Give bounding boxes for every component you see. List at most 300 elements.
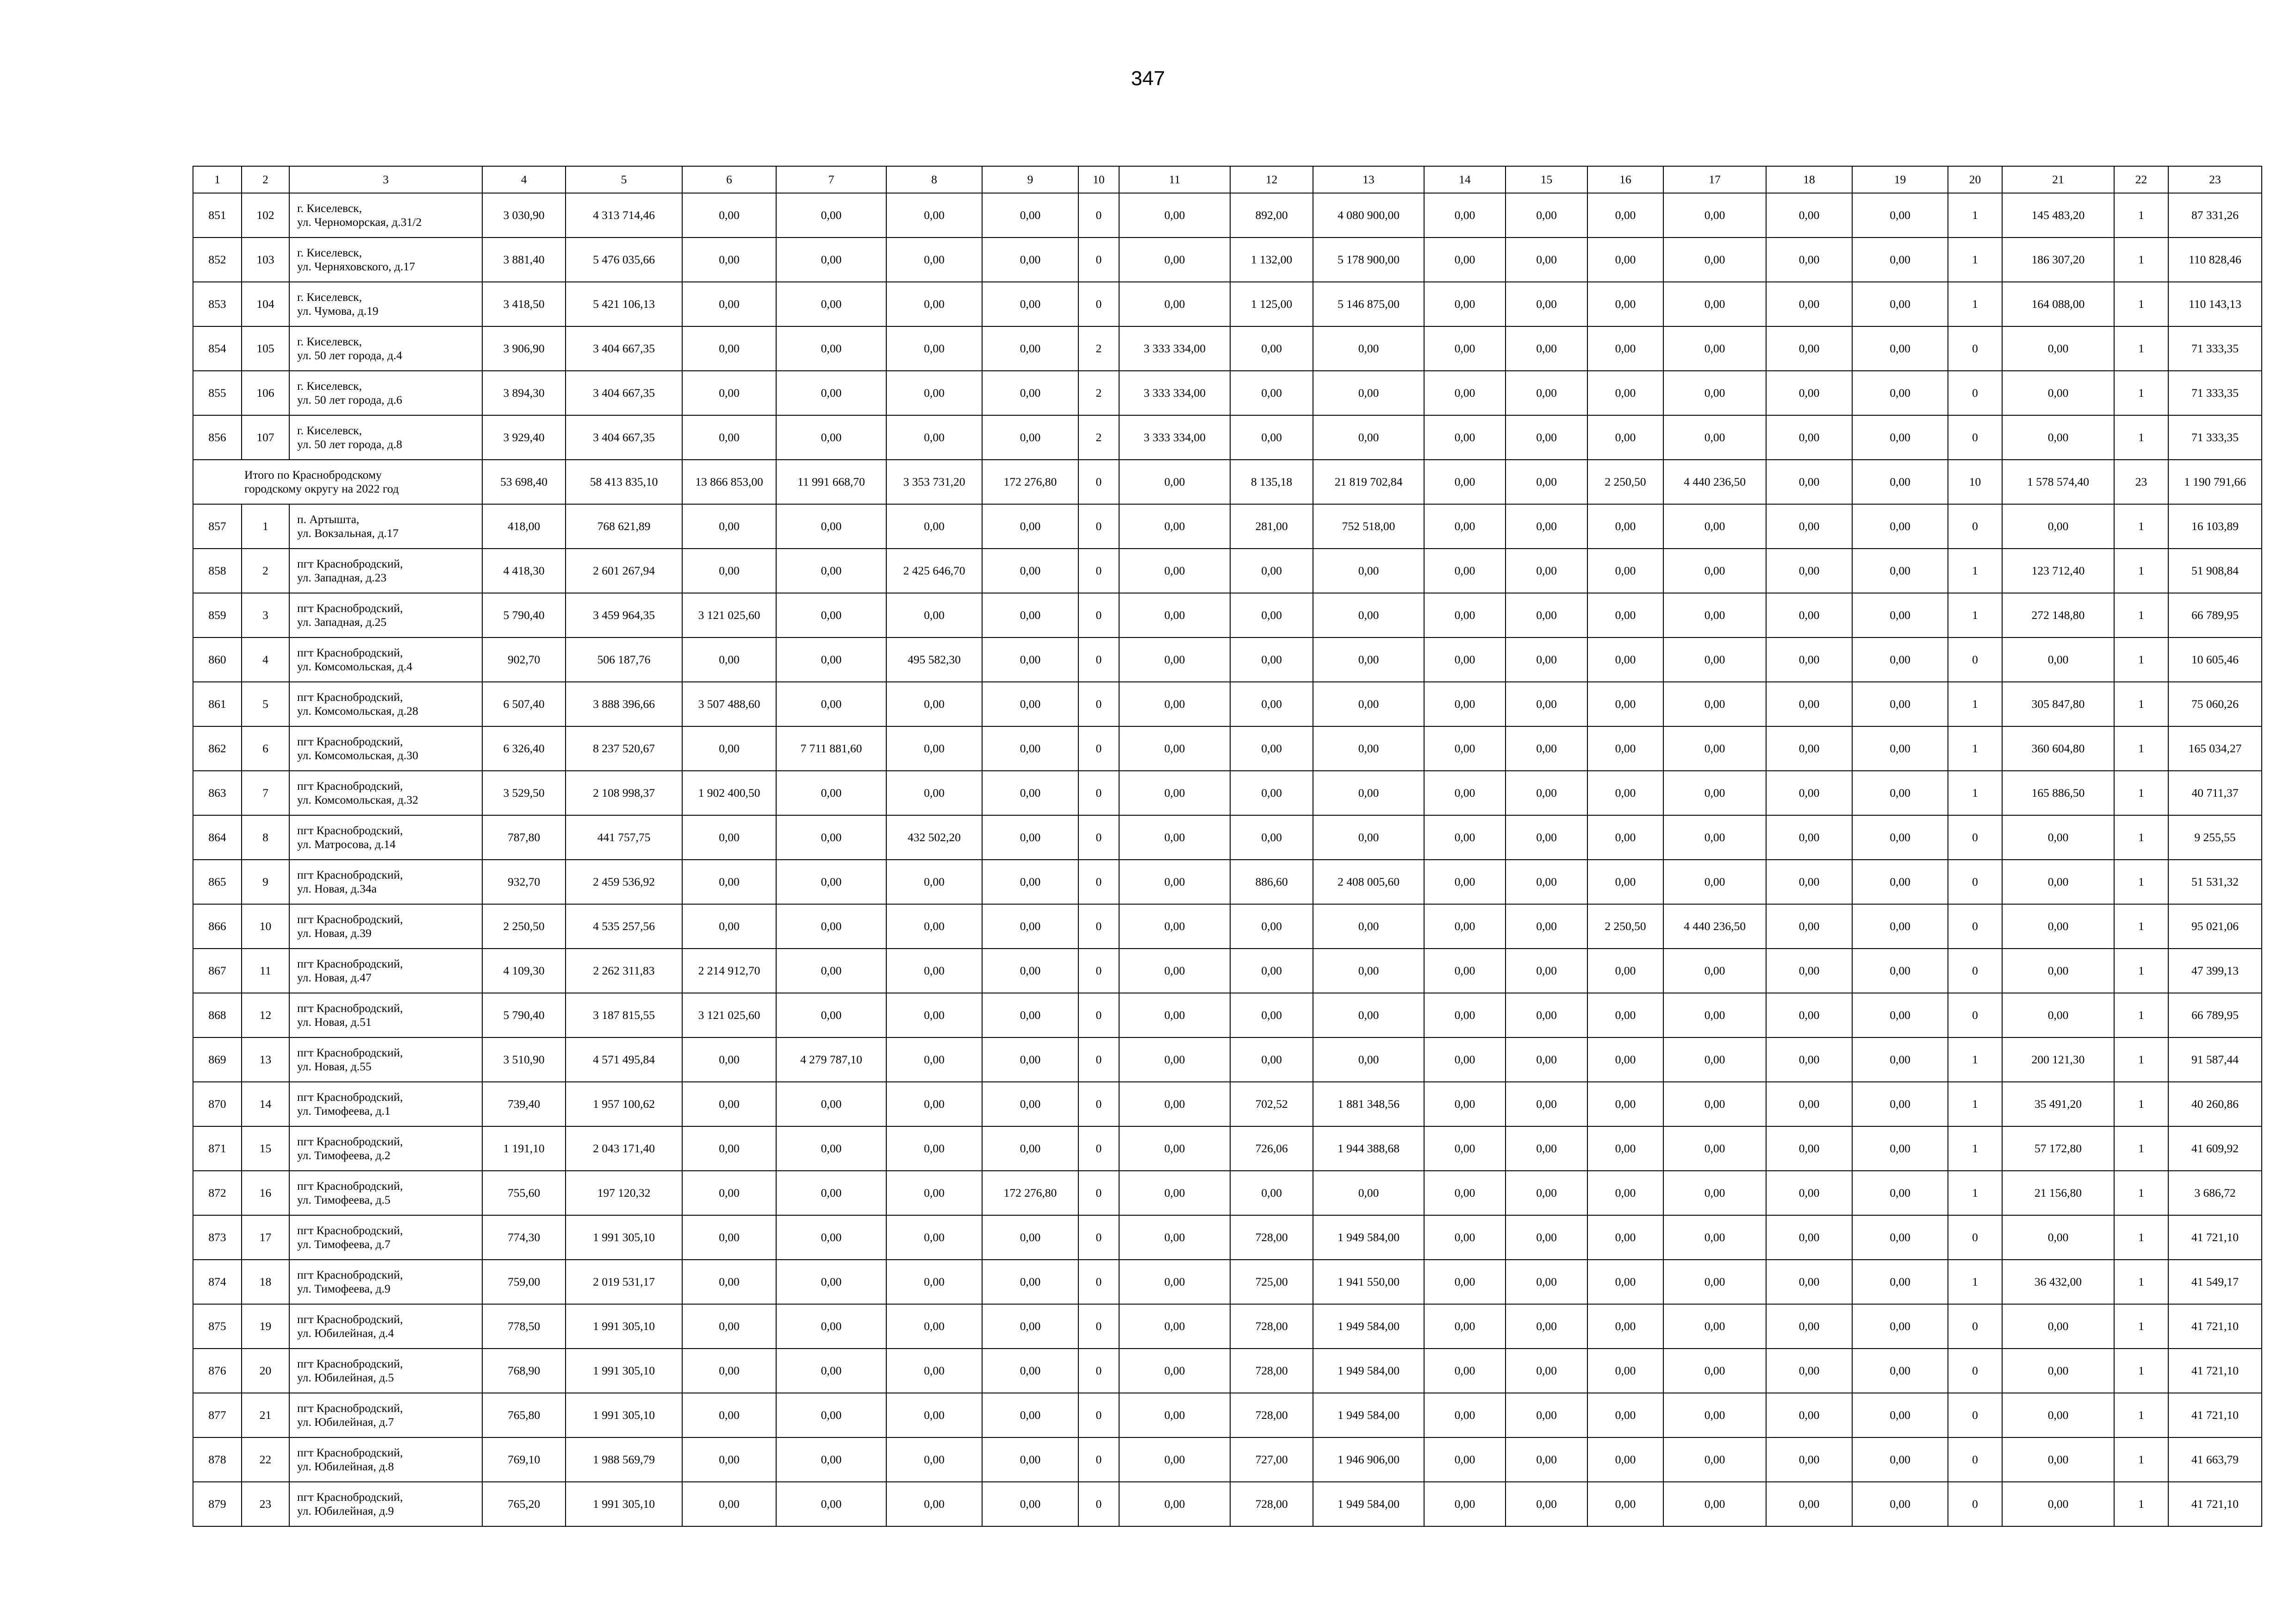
value-cell: 0,00: [1663, 593, 1766, 637]
value-cell: 6 507,40: [482, 682, 566, 726]
address-cell: [289, 371, 482, 415]
value-cell: 0,00: [1663, 1215, 1766, 1260]
value-cell: 200 121,30: [2002, 1037, 2114, 1082]
value-cell: 0,00: [982, 1304, 1078, 1349]
value-cell: 0,00: [886, 1171, 982, 1215]
value-cell: 0,00: [1313, 682, 1424, 726]
value-cell: 0,00: [2002, 1304, 2114, 1349]
value-cell: 0,00: [1119, 904, 1230, 949]
value-cell: 66 789,95: [2168, 593, 2262, 637]
value-cell: 727,00: [1230, 1437, 1313, 1482]
value-cell: 165 034,27: [2168, 726, 2262, 771]
value-cell: 0,00: [682, 637, 776, 682]
value-cell: 0,00: [1766, 371, 1852, 415]
value-cell: 0,00: [2002, 415, 2114, 460]
row-subnumber: 1: [242, 504, 289, 549]
value-cell: 0,00: [1663, 1171, 1766, 1215]
address-cell: [289, 1037, 482, 1082]
value-cell: 2 250,50: [1587, 460, 1663, 504]
address-cell: [289, 504, 482, 549]
value-cell: 0,00: [1852, 771, 1948, 815]
value-cell: 0,00: [1663, 193, 1766, 237]
value-cell: 0,00: [982, 193, 1078, 237]
value-cell: 0,00: [682, 326, 776, 371]
value-cell: 0,00: [682, 415, 776, 460]
value-cell: 0,00: [776, 1215, 886, 1260]
value-cell: 0,00: [1506, 1304, 1587, 1349]
address-line: ул. Комсомольская, д.30: [297, 749, 418, 762]
value-cell: 0,00: [1506, 282, 1587, 326]
value-cell: 9 255,55: [2168, 815, 2262, 860]
value-cell: 3 404 667,35: [566, 415, 682, 460]
value-cell: 1: [2114, 1393, 2168, 1437]
value-cell: 0,00: [1766, 504, 1852, 549]
value-cell: 0,00: [886, 504, 982, 549]
row-number: 873: [193, 1215, 242, 1260]
value-cell: 1: [1948, 282, 2002, 326]
value-cell: 1: [2114, 1304, 2168, 1349]
row-subnumber: 2: [242, 549, 289, 593]
row-subnumber: 19: [242, 1304, 289, 1349]
row-subnumber: 18: [242, 1260, 289, 1304]
value-cell: 728,00: [1230, 1393, 1313, 1437]
value-cell: 0: [1078, 771, 1119, 815]
value-cell: 172 276,80: [982, 460, 1078, 504]
value-cell: 2 043 171,40: [566, 1126, 682, 1171]
value-cell: 0,00: [886, 1126, 982, 1171]
value-cell: 1 578 574,40: [2002, 460, 2114, 504]
value-cell: 1: [2114, 1260, 2168, 1304]
value-cell: 0,00: [776, 504, 886, 549]
value-cell: 0,00: [1313, 326, 1424, 371]
value-cell: 0,00: [1506, 860, 1587, 904]
value-cell: 0,00: [1424, 593, 1506, 637]
value-cell: 0: [1078, 1304, 1119, 1349]
value-cell: 0,00: [1119, 726, 1230, 771]
value-cell: 0,00: [1506, 237, 1587, 282]
value-cell: 0,00: [682, 860, 776, 904]
value-cell: 0,00: [1313, 415, 1424, 460]
value-cell: 0: [1078, 1437, 1119, 1482]
row-number: 854: [193, 326, 242, 371]
address-line: ул. Юбилейная, д.7: [297, 1415, 394, 1429]
address-line: ул. Тимофеева, д.2: [297, 1149, 391, 1162]
value-cell: 0,00: [886, 193, 982, 237]
value-cell: 0: [1948, 1437, 2002, 1482]
value-cell: 0: [1948, 1215, 2002, 1260]
value-cell: 1: [1948, 726, 2002, 771]
value-cell: 7 711 881,60: [776, 726, 886, 771]
address-cell: [289, 326, 482, 371]
address-line: ул. Юбилейная, д.9: [297, 1504, 394, 1518]
value-cell: 41 721,10: [2168, 1304, 2262, 1349]
value-cell: 0,00: [1424, 1260, 1506, 1304]
value-cell: 0,00: [1506, 1437, 1587, 1482]
value-cell: 0,00: [1587, 1393, 1663, 1437]
value-cell: 886,60: [1230, 860, 1313, 904]
value-cell: 110 828,46: [2168, 237, 2262, 282]
value-cell: 1 946 906,00: [1313, 1437, 1424, 1482]
value-cell: 0,00: [1663, 371, 1766, 415]
value-cell: 0,00: [1587, 371, 1663, 415]
value-cell: 0,00: [1852, 993, 1948, 1037]
value-cell: 0: [1948, 949, 2002, 993]
value-cell: 0,00: [2002, 904, 2114, 949]
value-cell: 0,00: [1424, 1082, 1506, 1126]
table-row: [193, 949, 2262, 993]
address-cell: [289, 593, 482, 637]
row-subnumber: 8: [242, 815, 289, 860]
value-cell: 0,00: [1424, 726, 1506, 771]
value-cell: 0,00: [1663, 1260, 1766, 1304]
row-subnumber: 15: [242, 1126, 289, 1171]
value-cell: 0,00: [1119, 1215, 1230, 1260]
value-cell: 0,00: [1852, 193, 1948, 237]
value-cell: 0,00: [776, 1482, 886, 1526]
value-cell: 21 156,80: [2002, 1171, 2114, 1215]
value-cell: 0,00: [1506, 771, 1587, 815]
value-cell: 728,00: [1230, 1304, 1313, 1349]
value-cell: 5 421 106,13: [566, 282, 682, 326]
value-cell: 0,00: [1663, 1349, 1766, 1393]
value-cell: 40 711,37: [2168, 771, 2262, 815]
address-line: пгт Краснобродский,: [297, 912, 403, 926]
value-cell: 0,00: [1852, 860, 1948, 904]
value-cell: 1: [2114, 504, 2168, 549]
value-cell: 0,00: [1852, 593, 1948, 637]
address-line: пгт Краснобродский,: [297, 1268, 403, 1281]
address-cell: [289, 1482, 482, 1526]
value-cell: 1 902 400,50: [682, 771, 776, 815]
value-cell: 41 663,79: [2168, 1437, 2262, 1482]
value-cell: 165 886,50: [2002, 771, 2114, 815]
address-line: г. Киселевск,: [297, 245, 362, 259]
data-table: [193, 166, 2262, 1527]
value-cell: 0,00: [1119, 1260, 1230, 1304]
value-cell: 0,00: [2002, 1349, 2114, 1393]
value-cell: 4 440 236,50: [1663, 904, 1766, 949]
value-cell: 0,00: [886, 993, 982, 1037]
row-subnumber: 102: [242, 193, 289, 237]
value-cell: 0: [1078, 993, 1119, 1037]
row-subnumber: 14: [242, 1082, 289, 1126]
value-cell: 0,00: [776, 371, 886, 415]
address-line: пгт Краснобродский,: [297, 1045, 403, 1059]
value-cell: 0,00: [1663, 1304, 1766, 1349]
value-cell: 0,00: [1766, 682, 1852, 726]
column-header: 21: [2002, 166, 2114, 193]
address-line: ул. Тимофеева, д.1: [297, 1104, 391, 1118]
value-cell: 0,00: [1230, 993, 1313, 1037]
value-cell: 0,00: [886, 1304, 982, 1349]
row-number: 860: [193, 637, 242, 682]
value-cell: 40 260,86: [2168, 1082, 2262, 1126]
value-cell: 3 418,50: [482, 282, 566, 326]
value-cell: 0,00: [1424, 282, 1506, 326]
value-cell: 0,00: [1852, 1349, 1948, 1393]
value-cell: 0,00: [682, 1171, 776, 1215]
value-cell: 1: [1948, 237, 2002, 282]
value-cell: 0,00: [776, 860, 886, 904]
value-cell: 0,00: [1766, 1437, 1852, 1482]
value-cell: 0,00: [1119, 860, 1230, 904]
value-cell: 0,00: [1663, 282, 1766, 326]
value-cell: 0,00: [1119, 1393, 1230, 1437]
value-cell: 0,00: [682, 1349, 776, 1393]
value-cell: 0,00: [1313, 993, 1424, 1037]
column-header: 14: [1424, 166, 1506, 193]
value-cell: 0,00: [1119, 1126, 1230, 1171]
value-cell: 0,00: [1852, 1171, 1948, 1215]
value-cell: 765,20: [482, 1482, 566, 1526]
value-cell: 0,00: [1766, 1482, 1852, 1526]
value-cell: 0,00: [886, 282, 982, 326]
value-cell: 41 721,10: [2168, 1393, 2262, 1437]
value-cell: 3 333 334,00: [1119, 415, 1230, 460]
column-header: 13: [1313, 166, 1424, 193]
address-line: ул. Новая, д.34а: [297, 882, 377, 895]
value-cell: 0: [1078, 637, 1119, 682]
value-cell: 0,00: [982, 1437, 1078, 1482]
value-cell: 0,00: [982, 326, 1078, 371]
value-cell: 0: [1948, 326, 2002, 371]
value-cell: 0,00: [1852, 1126, 1948, 1171]
address-cell: [289, 549, 482, 593]
value-cell: 768 621,89: [566, 504, 682, 549]
value-cell: 932,70: [482, 860, 566, 904]
value-cell: 0,00: [1766, 326, 1852, 371]
value-cell: 1 991 305,10: [566, 1482, 682, 1526]
value-cell: 71 333,35: [2168, 415, 2262, 460]
value-cell: 0,00: [886, 1393, 982, 1437]
value-cell: 172 276,80: [982, 1171, 1078, 1215]
value-cell: 0: [1078, 1082, 1119, 1126]
value-cell: 10 605,46: [2168, 637, 2262, 682]
address-line: ул. Новая, д.39: [297, 926, 372, 940]
value-cell: 0,00: [776, 549, 886, 593]
value-cell: 0,00: [682, 1260, 776, 1304]
value-cell: 3 404 667,35: [566, 326, 682, 371]
value-cell: 2 250,50: [482, 904, 566, 949]
value-cell: 0,00: [1119, 1437, 1230, 1482]
value-cell: 0,00: [1587, 771, 1663, 815]
value-cell: 1 949 584,00: [1313, 1215, 1424, 1260]
value-cell: 164 088,00: [2002, 282, 2114, 326]
row-number: 853: [193, 282, 242, 326]
address-cell: [289, 1349, 482, 1393]
value-cell: 0,00: [1313, 904, 1424, 949]
value-cell: 58 413 835,10: [566, 460, 682, 504]
value-cell: 0,00: [1424, 1037, 1506, 1082]
value-cell: 0,00: [1424, 1215, 1506, 1260]
value-cell: 0,00: [1852, 1482, 1948, 1526]
value-cell: 0,00: [1230, 682, 1313, 726]
value-cell: 91 587,44: [2168, 1037, 2262, 1082]
value-cell: 0: [1078, 460, 1119, 504]
value-cell: 0,00: [1587, 504, 1663, 549]
value-cell: 0,00: [1119, 193, 1230, 237]
address-line: ул. Юбилейная, д.4: [297, 1326, 394, 1340]
row-number: 867: [193, 949, 242, 993]
value-cell: 5 146 875,00: [1313, 282, 1424, 326]
value-cell: 0,00: [1852, 815, 1948, 860]
value-cell: 902,70: [482, 637, 566, 682]
value-cell: 1: [2114, 1215, 2168, 1260]
value-cell: 0,00: [776, 1349, 886, 1393]
page-number: 347: [1131, 67, 1165, 90]
value-cell: 36 432,00: [2002, 1260, 2114, 1304]
value-cell: 0,00: [886, 1437, 982, 1482]
value-cell: 0,00: [1587, 326, 1663, 371]
value-cell: 0,00: [2002, 504, 2114, 549]
row-number: 857: [193, 504, 242, 549]
value-cell: 0,00: [1587, 1037, 1663, 1082]
value-cell: 0,00: [1230, 415, 1313, 460]
value-cell: 0,00: [1663, 993, 1766, 1037]
value-cell: 16 103,89: [2168, 504, 2262, 549]
value-cell: 726,06: [1230, 1126, 1313, 1171]
address-line: г. Киселевск,: [297, 379, 362, 393]
value-cell: 0,00: [1663, 771, 1766, 815]
value-cell: 0,00: [1506, 949, 1587, 993]
value-cell: 1: [2114, 1482, 2168, 1526]
address-line: ул. Черноморская, д.31/2: [297, 215, 422, 229]
value-cell: 0,00: [1852, 949, 1948, 993]
row-number: 866: [193, 904, 242, 949]
value-cell: 0,00: [1852, 682, 1948, 726]
value-cell: 1 190 791,66: [2168, 460, 2262, 504]
column-header: 4: [482, 166, 566, 193]
address-line: пгт Краснобродский,: [297, 868, 403, 881]
value-cell: 0,00: [982, 237, 1078, 282]
value-cell: 2 262 311,83: [566, 949, 682, 993]
address-line: ул. Новая, д.55: [297, 1060, 372, 1073]
value-cell: 0,00: [1587, 1482, 1663, 1526]
value-cell: 0,00: [682, 1126, 776, 1171]
column-header: 10: [1078, 166, 1119, 193]
value-cell: 0,00: [1119, 771, 1230, 815]
value-cell: 197 120,32: [566, 1171, 682, 1215]
value-cell: 0,00: [1766, 1304, 1852, 1349]
value-cell: 0,00: [1852, 1260, 1948, 1304]
value-cell: 75 060,26: [2168, 682, 2262, 726]
value-cell: 0,00: [982, 1082, 1078, 1126]
value-cell: 0,00: [1663, 1126, 1766, 1171]
value-cell: 0,00: [1663, 326, 1766, 371]
value-cell: 0,00: [682, 904, 776, 949]
value-cell: 0,00: [1587, 726, 1663, 771]
address-line: ул. Комсомольская, д.32: [297, 793, 418, 806]
address-cell: [289, 860, 482, 904]
column-header: 16: [1587, 166, 1663, 193]
table-row: [193, 1171, 2262, 1215]
value-cell: 2 250,50: [1587, 904, 1663, 949]
value-cell: 0,00: [776, 193, 886, 237]
address-cell: [289, 1393, 482, 1437]
value-cell: 57 172,80: [2002, 1126, 2114, 1171]
value-cell: 1 991 305,10: [566, 1215, 682, 1260]
value-cell: 0,00: [1766, 815, 1852, 860]
value-cell: 432 502,20: [886, 815, 982, 860]
value-cell: 0: [1078, 949, 1119, 993]
value-cell: 0,00: [1587, 682, 1663, 726]
address-cell: [289, 949, 482, 993]
address-cell: [289, 637, 482, 682]
value-cell: 0,00: [682, 371, 776, 415]
value-cell: 0,00: [1852, 326, 1948, 371]
address-line: пгт Краснобродский,: [297, 779, 403, 793]
address-line: пгт Краснобродский,: [297, 1179, 403, 1193]
value-cell: 1: [2114, 949, 2168, 993]
table-row: [193, 549, 2262, 593]
address-line: г. Киселевск,: [297, 334, 362, 348]
value-cell: 1: [1948, 193, 2002, 237]
address-line: ул. Тимофеева, д.5: [297, 1193, 391, 1206]
value-cell: 0,00: [1663, 682, 1766, 726]
column-header: 8: [886, 166, 982, 193]
value-cell: 0,00: [982, 860, 1078, 904]
value-cell: 0,00: [886, 1215, 982, 1260]
row-number: 859: [193, 593, 242, 637]
value-cell: 0: [1948, 1482, 2002, 1526]
value-cell: 0,00: [1119, 504, 1230, 549]
address-cell: [289, 904, 482, 949]
value-cell: 53 698,40: [482, 460, 566, 504]
value-cell: 0,00: [1506, 371, 1587, 415]
value-cell: 0,00: [682, 1437, 776, 1482]
value-cell: 0,00: [682, 1393, 776, 1437]
value-cell: 0,00: [682, 1082, 776, 1126]
value-cell: 0,00: [682, 1037, 776, 1082]
value-cell: 0,00: [1119, 237, 1230, 282]
value-cell: 0,00: [776, 815, 886, 860]
value-cell: 0,00: [1424, 860, 1506, 904]
row-number: 868: [193, 993, 242, 1037]
value-cell: 1: [2114, 1349, 2168, 1393]
table-row: [193, 1082, 2262, 1126]
value-cell: 0,00: [1587, 415, 1663, 460]
value-cell: 0,00: [1587, 282, 1663, 326]
value-cell: 1: [2114, 860, 2168, 904]
value-cell: 0,00: [1119, 949, 1230, 993]
value-cell: 0,00: [1663, 949, 1766, 993]
value-cell: 0,00: [776, 1437, 886, 1482]
value-cell: 769,10: [482, 1437, 566, 1482]
value-cell: 71 333,35: [2168, 326, 2262, 371]
value-cell: 0,00: [1587, 193, 1663, 237]
value-cell: 23: [2114, 460, 2168, 504]
value-cell: 0,00: [1587, 237, 1663, 282]
value-cell: 0,00: [1119, 1482, 1230, 1526]
value-cell: 4 535 257,56: [566, 904, 682, 949]
row-number: 856: [193, 415, 242, 460]
value-cell: 0,00: [1766, 1393, 1852, 1437]
value-cell: 0,00: [1766, 949, 1852, 993]
value-cell: 1 881 348,56: [1313, 1082, 1424, 1126]
value-cell: 10: [1948, 460, 2002, 504]
table-row: [193, 1126, 2262, 1171]
value-cell: 0: [1078, 504, 1119, 549]
address-cell: [289, 1215, 482, 1260]
value-cell: 0: [1948, 904, 2002, 949]
value-cell: 765,80: [482, 1393, 566, 1437]
value-cell: 0,00: [776, 1393, 886, 1437]
value-cell: 1: [2114, 904, 2168, 949]
value-cell: 728,00: [1230, 1349, 1313, 1393]
value-cell: 0: [1948, 860, 2002, 904]
value-cell: 0: [1078, 1349, 1119, 1393]
table-row: [193, 1437, 2262, 1482]
